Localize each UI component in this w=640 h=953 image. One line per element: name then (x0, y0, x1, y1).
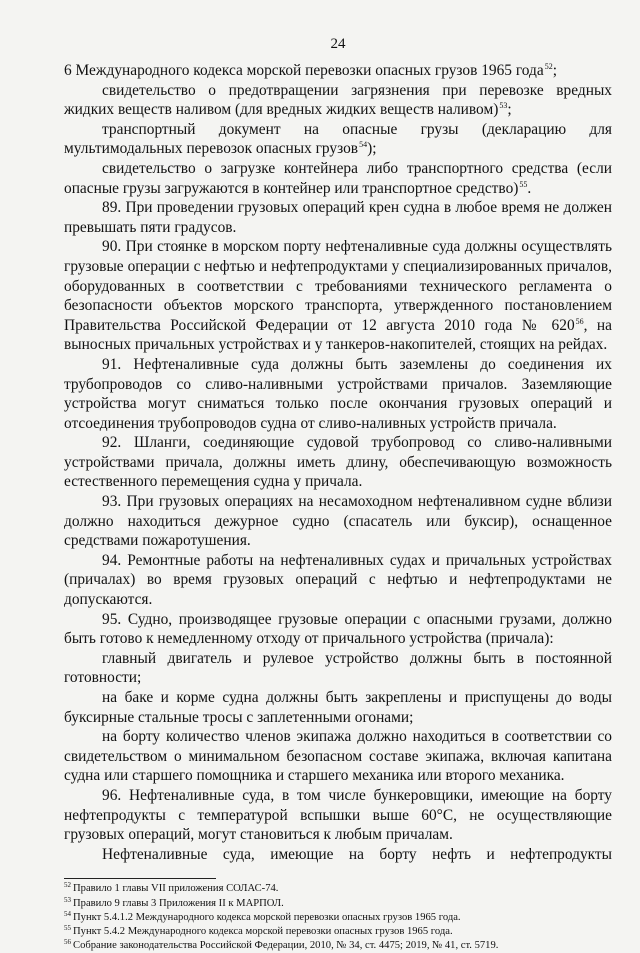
page-number: 24 (330, 36, 346, 52)
paragraph (64, 120, 612, 159)
footnote-text: Собрание законодательства Российской Федерации, 2010, № 34, ст. 4475; 2019, № 41, ст. 5719. (73, 940, 499, 952)
paragraph (64, 198, 612, 237)
footnotes (64, 878, 612, 953)
footnote-text: Правило 9 главы 3 Приложения II к МАРПОЛ. (73, 897, 284, 909)
paragraph (64, 610, 612, 649)
footnote-text: Правило 1 главы VII приложения СОЛАС-74. (73, 883, 279, 895)
footnote-separator (64, 878, 216, 879)
footnote-reference: 56 (575, 316, 584, 326)
footnote (64, 939, 612, 953)
paragraph (64, 492, 612, 551)
paragraph (64, 159, 612, 198)
paragraph-text: Нефтеналивные суда, имеющие на борту нефть и нефтепродукты (102, 845, 612, 863)
paragraph-text-tail: , на выносных причальных устройствах и у танкеров-накопителей, стоящих на рейдах. (64, 316, 612, 354)
footnote-number: 55 (64, 923, 71, 932)
paragraph (64, 237, 612, 355)
paragraph (64, 61, 612, 81)
paragraph-text: 89. При проведении грузовых операций крен судна в любое время не должен превышать пяти градусов. (64, 199, 612, 236)
paragraph (64, 355, 612, 433)
footnote-text: Пункт 5.4.2 Международного кодекса морской перевозки опасных грузов 1965 года. (73, 925, 453, 937)
paragraph-text-tail: ); (367, 140, 377, 158)
footnote-reference: 54 (359, 140, 368, 150)
paragraph (64, 727, 612, 786)
paragraph-text: 92. Шланги, соединяющие судовой трубопровод со сливо-наливными устройствами причала, должны иметь длину, обеспечивающую возможность естественного перемещения судна у причала. (64, 434, 612, 491)
footnote-text: Пункт 5.4.1.2 Международного кодекса морской перевозки опасных грузов 1965 года. (73, 911, 461, 923)
paragraph (64, 551, 612, 610)
footnote (64, 925, 612, 939)
paragraph-text: свидетельство о предотвращении загрязнения при перевозке вредных жидких веществ наливом (для вредных жидких веществ наливом) (64, 81, 612, 119)
paragraph-text-tail: ; (552, 62, 557, 79)
footnote-list (64, 882, 612, 953)
footnote (64, 897, 612, 911)
footnote-reference: 55 (519, 179, 528, 189)
paragraph-text: свидетельство о загрузке контейнера либо транспортного средства (если опасные грузы загружаются в контейнер или транспортное средство) (64, 159, 612, 197)
paragraph-text: транспортный документ на опасные грузы (декларацию для мультимодальных перевозок опасных грузов (64, 120, 612, 158)
paragraph-text: 90. При стоянке в морском порту нефтеналивные суда должны осуществлять грузовые операции с нефтью и нефтепродуктами у специализированных причалов, оборудованных в соответствии с требованиями технического регламента о безопасности объектов морского транспорта, утвержденного постановлением Правительства Российской Федерации от 12 августа 2010 года № 620 (64, 238, 612, 334)
footnote-reference: 52 (544, 62, 553, 71)
paragraph-text: 94. Ремонтные работы на нефтеналивных судах и причальных устройствах (причалах) во время грузовых операций с нефтью и нефтепродуктами не допускаются. (64, 551, 612, 609)
paragraph-text: на борту количество членов экипажа должно находиться в соответствии со свидетельством о минимальном безопасном составе экипажа, включая капитана судна или старшего помощника и старшего механика или второго механика. (64, 728, 612, 785)
paragraph-text: на баке и корме судна должны быть закреплены и приспущены до воды буксирные стальные тросы с заплетенными огонами; (64, 689, 612, 726)
paragraph (64, 845, 612, 865)
paragraph (64, 81, 612, 120)
footnote-reference: 53 (499, 101, 508, 111)
paragraph (64, 786, 612, 845)
paragraph-text: главный двигатель и рулевое устройство должны быть в постоянной готовности; (64, 649, 612, 687)
paragraph-text: 96. Нефтеналивные суда, в том числе бункеровщики, имеющие на борту нефтепродукты с температурой вспышки выше 60°C, не осуществляющие грузовых операций, могут становиться к любым причалам. (64, 786, 612, 844)
footnote (64, 911, 612, 925)
body-text (64, 61, 612, 864)
footnote (64, 882, 612, 896)
footnote-number: 54 (64, 909, 71, 918)
footnote-number: 53 (64, 895, 71, 904)
paragraph-text: 91. Нефтеналивные суда должны быть заземлены до соединения их трубопроводов со сливо-наливными устройствами причалов. Заземляющие устройства могут сниматься только после окончания грузовых операций и отсоединения трубопроводов судна от сливо-наливных устройств причала. (64, 355, 612, 432)
paragraph-text: 95. Судно, производящее грузовые операции с опасными грузами, должно быть готово к немедленному отходу от причального устройства (причала): (64, 610, 612, 648)
paragraph (64, 688, 612, 727)
paragraph-text: 6 Международного кодекса морской перевозки опасных грузов 1965 года (64, 62, 544, 79)
paragraph-text-tail: ; (507, 101, 512, 119)
paragraph-text-tail: . (527, 179, 532, 197)
footnote-number: 52 (64, 881, 71, 890)
paragraph (64, 433, 612, 492)
paragraph (64, 649, 612, 688)
paragraph-text: 93. При грузовых операциях на несамоходном нефтеналивном судне вблизи должно находиться дежурное судно (спасатель или буксир), оснащенное средствами пожаротушения. (64, 493, 612, 550)
footnote-number: 56 (64, 938, 71, 947)
